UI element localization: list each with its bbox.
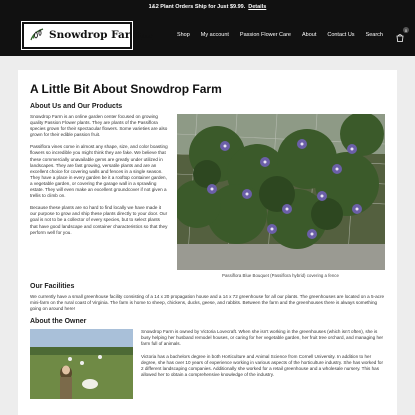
- nav-my-account[interactable]: My account: [200, 32, 229, 38]
- about-section: [30, 114, 385, 278]
- nav-shop[interactable]: Shop: [176, 32, 190, 38]
- site-logo[interactable]: [22, 22, 153, 49]
- photo-caption: Passiflora Blue Bouquet (Passiflora hybrid) covering a fence: [222, 273, 339, 278]
- owner-paragraph-1: Snowdrop Farm is owned by Victoria Lovecraft. When she isn't working in the greenhouses (which isn't often), she is busy helping her husband remodel houses, or caring for her vegetable garden, her fruit tree orchard, and managing her farm full of animals.: [141, 329, 384, 347]
- about-paragraph-1: Snowdrop Farm is an online garden center focused on growing quality Passion Flower plants. They are plants of the Passiflora species grown for their spectacular flowers. Some varieties are also grown for their edible passion fruit.: [30, 114, 168, 138]
- facilities-paragraph: We currently have a small greenhouse facility consisting of a 14 x 20 propagation house and a 14 x 72 greenhouse for all our plants. The greenhouses are located on a 5-acre mini-farm on the rural coast of Virginia. The farm is home to sheep, chickens, ducks, geese, and rabbits. Between the farm and the greenhouses there is always something going on around here!: [30, 294, 385, 312]
- snowdrop-logo-icon: [28, 26, 46, 44]
- about-paragraph-2: Passiflora vines come in almost any shape, size, and color boasting flowers so incredible you might think they are fake. We believe that these commercially unavailable gems are greatly under utilized in landscapes. They are fast growing, versatile plants and are an excellent choice for covering walls and fences in a single season. They have a place in every garden be it a rooftop container garden, a vegetable garden, or covering the garage wall in a sprawling estate. They will even make an excellent groundcover if not given a trellis to climb on.: [30, 144, 168, 199]
- announcement-text: 1&2 Plant Orders Ship for Just $9.99.: [148, 4, 246, 10]
- main-content: [18, 70, 397, 415]
- main-nav: [166, 27, 408, 40]
- owner-paragraph-2: Victoria has a bachelors degree in both Horticulture and Animal Science from Cornell University. In addition to her degree, she has over 10 years of experience working in various aspects of the horticulture industry. She has worked for 2 different landscaping companies. Additionally she worked for a retail greenhouse and a wholesale nursery. This has allowed her to obtain a comprehensive knowledge of the industry.: [141, 353, 383, 377]
- owner-heading: About the Owner: [30, 318, 87, 326]
- cart-button[interactable]: [395, 27, 408, 40]
- about-paragraph-3: Because these plants are so hard to find locally we have made it our purpose to grow and ship these plants directly to your door. Our goal is not to be a collector of every species, but to select plants that have good landscape and container characteristics so that they perform well for you.: [30, 205, 168, 235]
- owner-section: [30, 329, 385, 399]
- nav-search[interactable]: Search: [365, 32, 383, 38]
- page-title: A Little Bit About Snowdrop Farm: [30, 82, 222, 96]
- cart-count-badge: 0: [404, 27, 408, 33]
- nav-passion-flower-care[interactable]: Passion Flower Care: [239, 32, 291, 38]
- announcement-details-link[interactable]: Details: [248, 4, 267, 10]
- about-heading: About Us and Our Products: [30, 103, 123, 110]
- logo-text: Snowdrop FarmLLC: [49, 29, 153, 41]
- passion-flower-fence-photo: [177, 114, 385, 270]
- cart-icon: [395, 33, 405, 43]
- nav-about[interactable]: About: [301, 32, 317, 38]
- announcement-bar: [0, 0, 415, 14]
- facilities-heading: Our Facilities: [30, 283, 75, 290]
- owner-photo: [30, 329, 133, 399]
- nav-contact-us[interactable]: Contact Us: [327, 32, 355, 38]
- site-header: [0, 14, 415, 56]
